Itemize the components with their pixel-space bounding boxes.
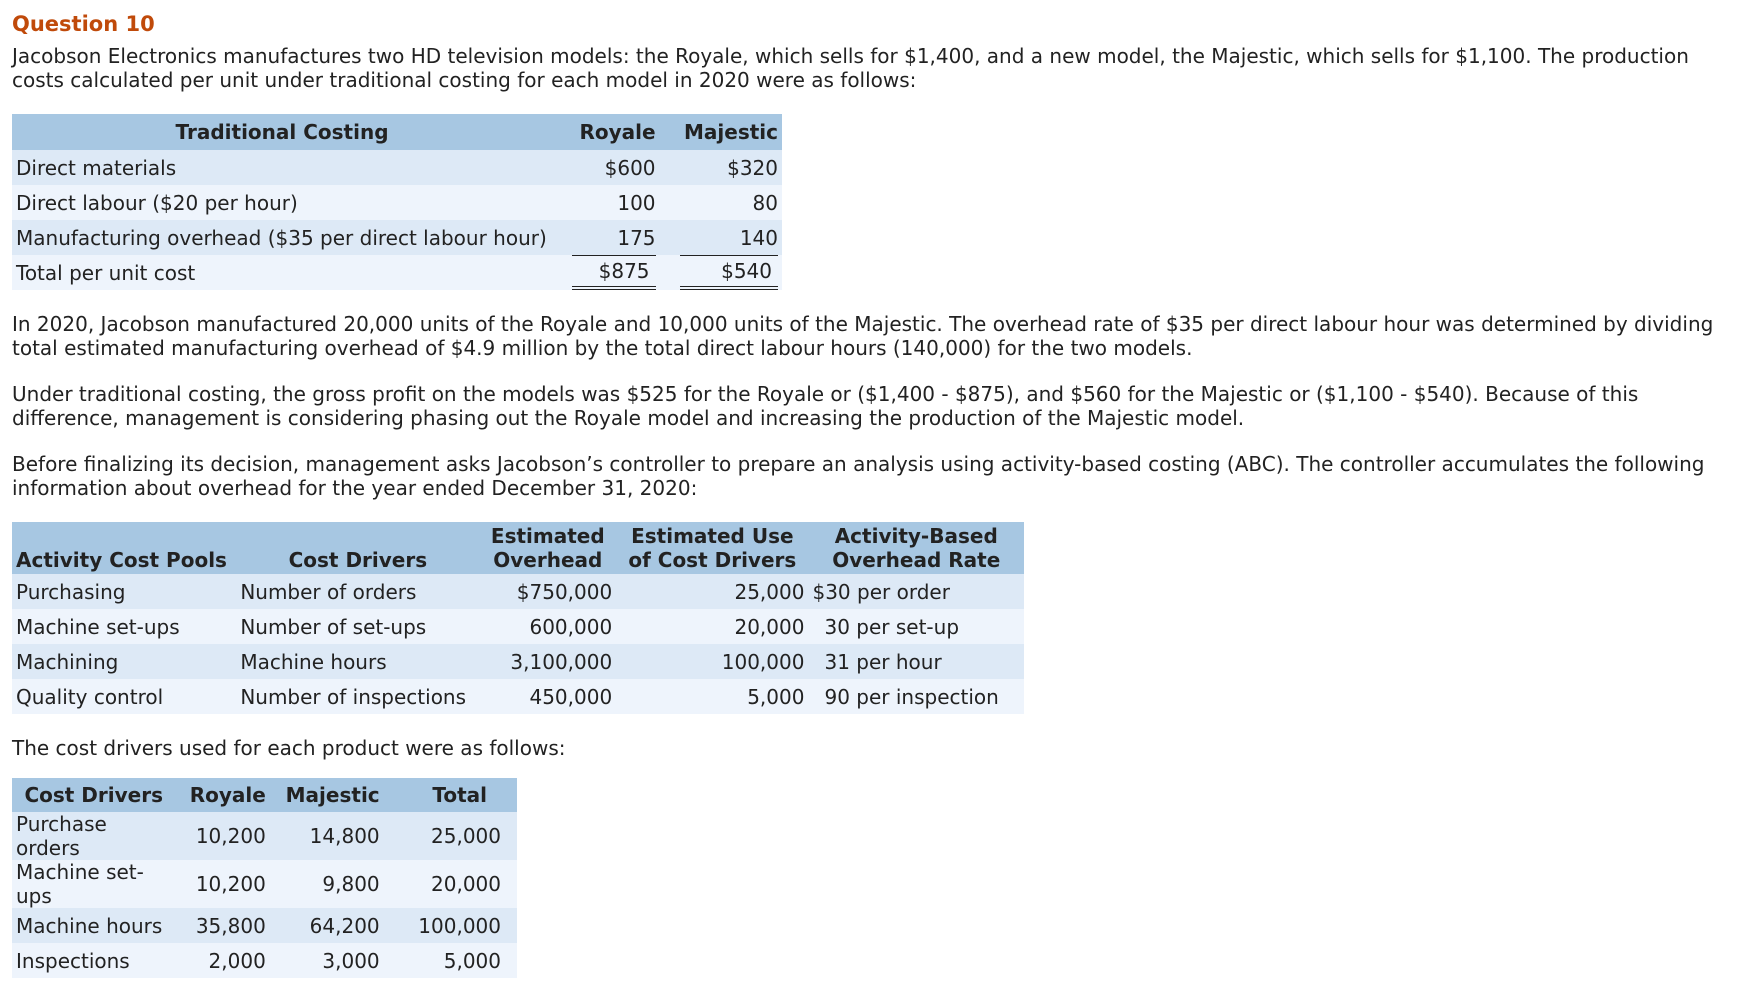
driver-name: Number of orders xyxy=(236,574,479,609)
rate-value: $30 per order xyxy=(808,574,1024,609)
table-row xyxy=(12,908,517,943)
total-value: 100,000 xyxy=(384,908,517,943)
header-line: of Cost Drivers xyxy=(628,548,797,572)
intro-paragraph: Jacobson Electronics manufactures two HD television models: the Royale, which sells for $1,400, and a new model, the Majestic, which sells for $1,100. The production costs calculated per unit under traditional costing for each model in 2020 were as follows: xyxy=(12,44,1689,92)
cost-drivers-table xyxy=(12,778,517,978)
use-value: 5,000 xyxy=(616,679,808,714)
paragraph-2: In 2020, Jacobson manufactured 20,000 units of the Royale and 10,000 units of the Majestic. The overhead rate of $35 per direct labour hour was determined by dividing total estimated manufacturing overhead of $4.9 million by the total direct labour hours (140,000) for the two models. xyxy=(12,312,1714,360)
header-overhead-rate xyxy=(808,522,1024,574)
royale-value: 2,000 xyxy=(175,943,269,978)
header-estimated-use xyxy=(616,522,808,574)
total-value: 5,000 xyxy=(384,943,517,978)
driver-name: Purchase orders xyxy=(12,812,175,860)
majestic-value: 3,000 xyxy=(270,943,384,978)
overhead-value: 450,000 xyxy=(479,679,616,714)
header-total: Total xyxy=(384,778,517,812)
header-line: Estimated Use xyxy=(631,524,794,548)
overhead-value: 3,100,000 xyxy=(479,644,616,679)
driver-name: Machine hours xyxy=(12,908,175,943)
table-row xyxy=(12,860,517,908)
driver-name: Machine set-ups xyxy=(12,860,175,908)
use-value: 25,000 xyxy=(616,574,808,609)
royale-value: 10,200 xyxy=(175,860,269,908)
header-royale: Royale xyxy=(175,778,269,812)
header-majestic: Majestic xyxy=(270,778,384,812)
table-row xyxy=(12,644,1024,679)
table-row xyxy=(12,812,517,860)
majestic-value: 80 xyxy=(660,185,782,220)
table-row xyxy=(12,185,782,220)
table-row xyxy=(12,679,1024,714)
royale-value: $600 xyxy=(552,150,659,185)
header-cost-drivers: Cost Drivers xyxy=(12,778,175,812)
royale-value: 175 xyxy=(552,220,659,255)
overhead-value: 600,000 xyxy=(479,609,616,644)
header-majestic: Majestic xyxy=(660,114,782,150)
use-value: 100,000 xyxy=(616,644,808,679)
pool-name: Machining xyxy=(12,644,236,679)
traditional-costing-table xyxy=(12,114,782,290)
row-label: Direct materials xyxy=(12,150,552,185)
table-row xyxy=(12,220,782,255)
row-label: Direct labour ($20 per hour) xyxy=(12,185,552,220)
total-value: 20,000 xyxy=(384,860,517,908)
header-line: Overhead xyxy=(493,548,603,572)
header-cost-drivers: Cost Drivers xyxy=(236,522,479,574)
royale-value: 10,200 xyxy=(175,812,269,860)
majestic-value: $320 xyxy=(660,150,782,185)
header-line: Overhead Rate xyxy=(832,548,1001,572)
overhead-value: $750,000 xyxy=(479,574,616,609)
question-title: Question 10 xyxy=(12,12,155,36)
rate-value: 31 per hour xyxy=(808,644,1024,679)
pool-name: Machine set-ups xyxy=(12,609,236,644)
majestic-total-cell xyxy=(660,255,782,290)
table-row xyxy=(12,609,1024,644)
header-line: Activity-Based xyxy=(834,524,998,548)
table-row xyxy=(12,574,1024,609)
majestic-value: 64,200 xyxy=(270,908,384,943)
total-value: 25,000 xyxy=(384,812,517,860)
header-traditional-costing: Traditional Costing xyxy=(12,114,552,150)
majestic-value: 14,800 xyxy=(270,812,384,860)
majestic-value: 9,800 xyxy=(270,860,384,908)
majestic-value: 140 xyxy=(660,220,782,255)
majestic-total: $540 xyxy=(680,255,778,290)
paragraph-3: Under traditional costing, the gross profit on the models was $525 for the Royale or ($1,400 - $875), and $560 for the Majestic or ($1,100 - $540). Because of this difference, management is considering phasing out the Royale model and increasing the production of the Majestic model. xyxy=(12,382,1639,430)
pool-name: Purchasing xyxy=(12,574,236,609)
royale-value: 35,800 xyxy=(175,908,269,943)
royale-total-cell xyxy=(552,255,659,290)
header-estimated-overhead xyxy=(479,522,616,574)
royale-value: 100 xyxy=(552,185,659,220)
royale-total: $875 xyxy=(572,255,656,290)
abc-overhead-table xyxy=(12,522,1024,714)
table-row xyxy=(12,943,517,978)
header-royale: Royale xyxy=(552,114,659,150)
driver-name: Machine hours xyxy=(236,644,479,679)
pool-name: Quality control xyxy=(12,679,236,714)
rate-value: 90 per inspection xyxy=(808,679,1024,714)
driver-name: Number of inspections xyxy=(236,679,479,714)
paragraph-4: Before finalizing its decision, management asks Jacobson’s controller to prepare an analysis using activity-based costing (ABC). The controller accumulates the following information about overhead for the year ended December 31, 2020: xyxy=(12,452,1705,500)
row-label: Total per unit cost xyxy=(12,255,552,290)
rate-value: 30 per set-up xyxy=(808,609,1024,644)
row-label: Manufacturing overhead ($35 per direct labour hour) xyxy=(12,220,552,255)
paragraph-5: The cost drivers used for each product were as follows: xyxy=(12,736,566,760)
header-activity-cost-pools: Activity Cost Pools xyxy=(12,522,236,574)
table-row-total xyxy=(12,255,782,290)
table-row xyxy=(12,150,782,185)
driver-name: Number of set-ups xyxy=(236,609,479,644)
use-value: 20,000 xyxy=(616,609,808,644)
driver-name: Inspections xyxy=(12,943,175,978)
header-line: Estimated xyxy=(490,524,605,548)
